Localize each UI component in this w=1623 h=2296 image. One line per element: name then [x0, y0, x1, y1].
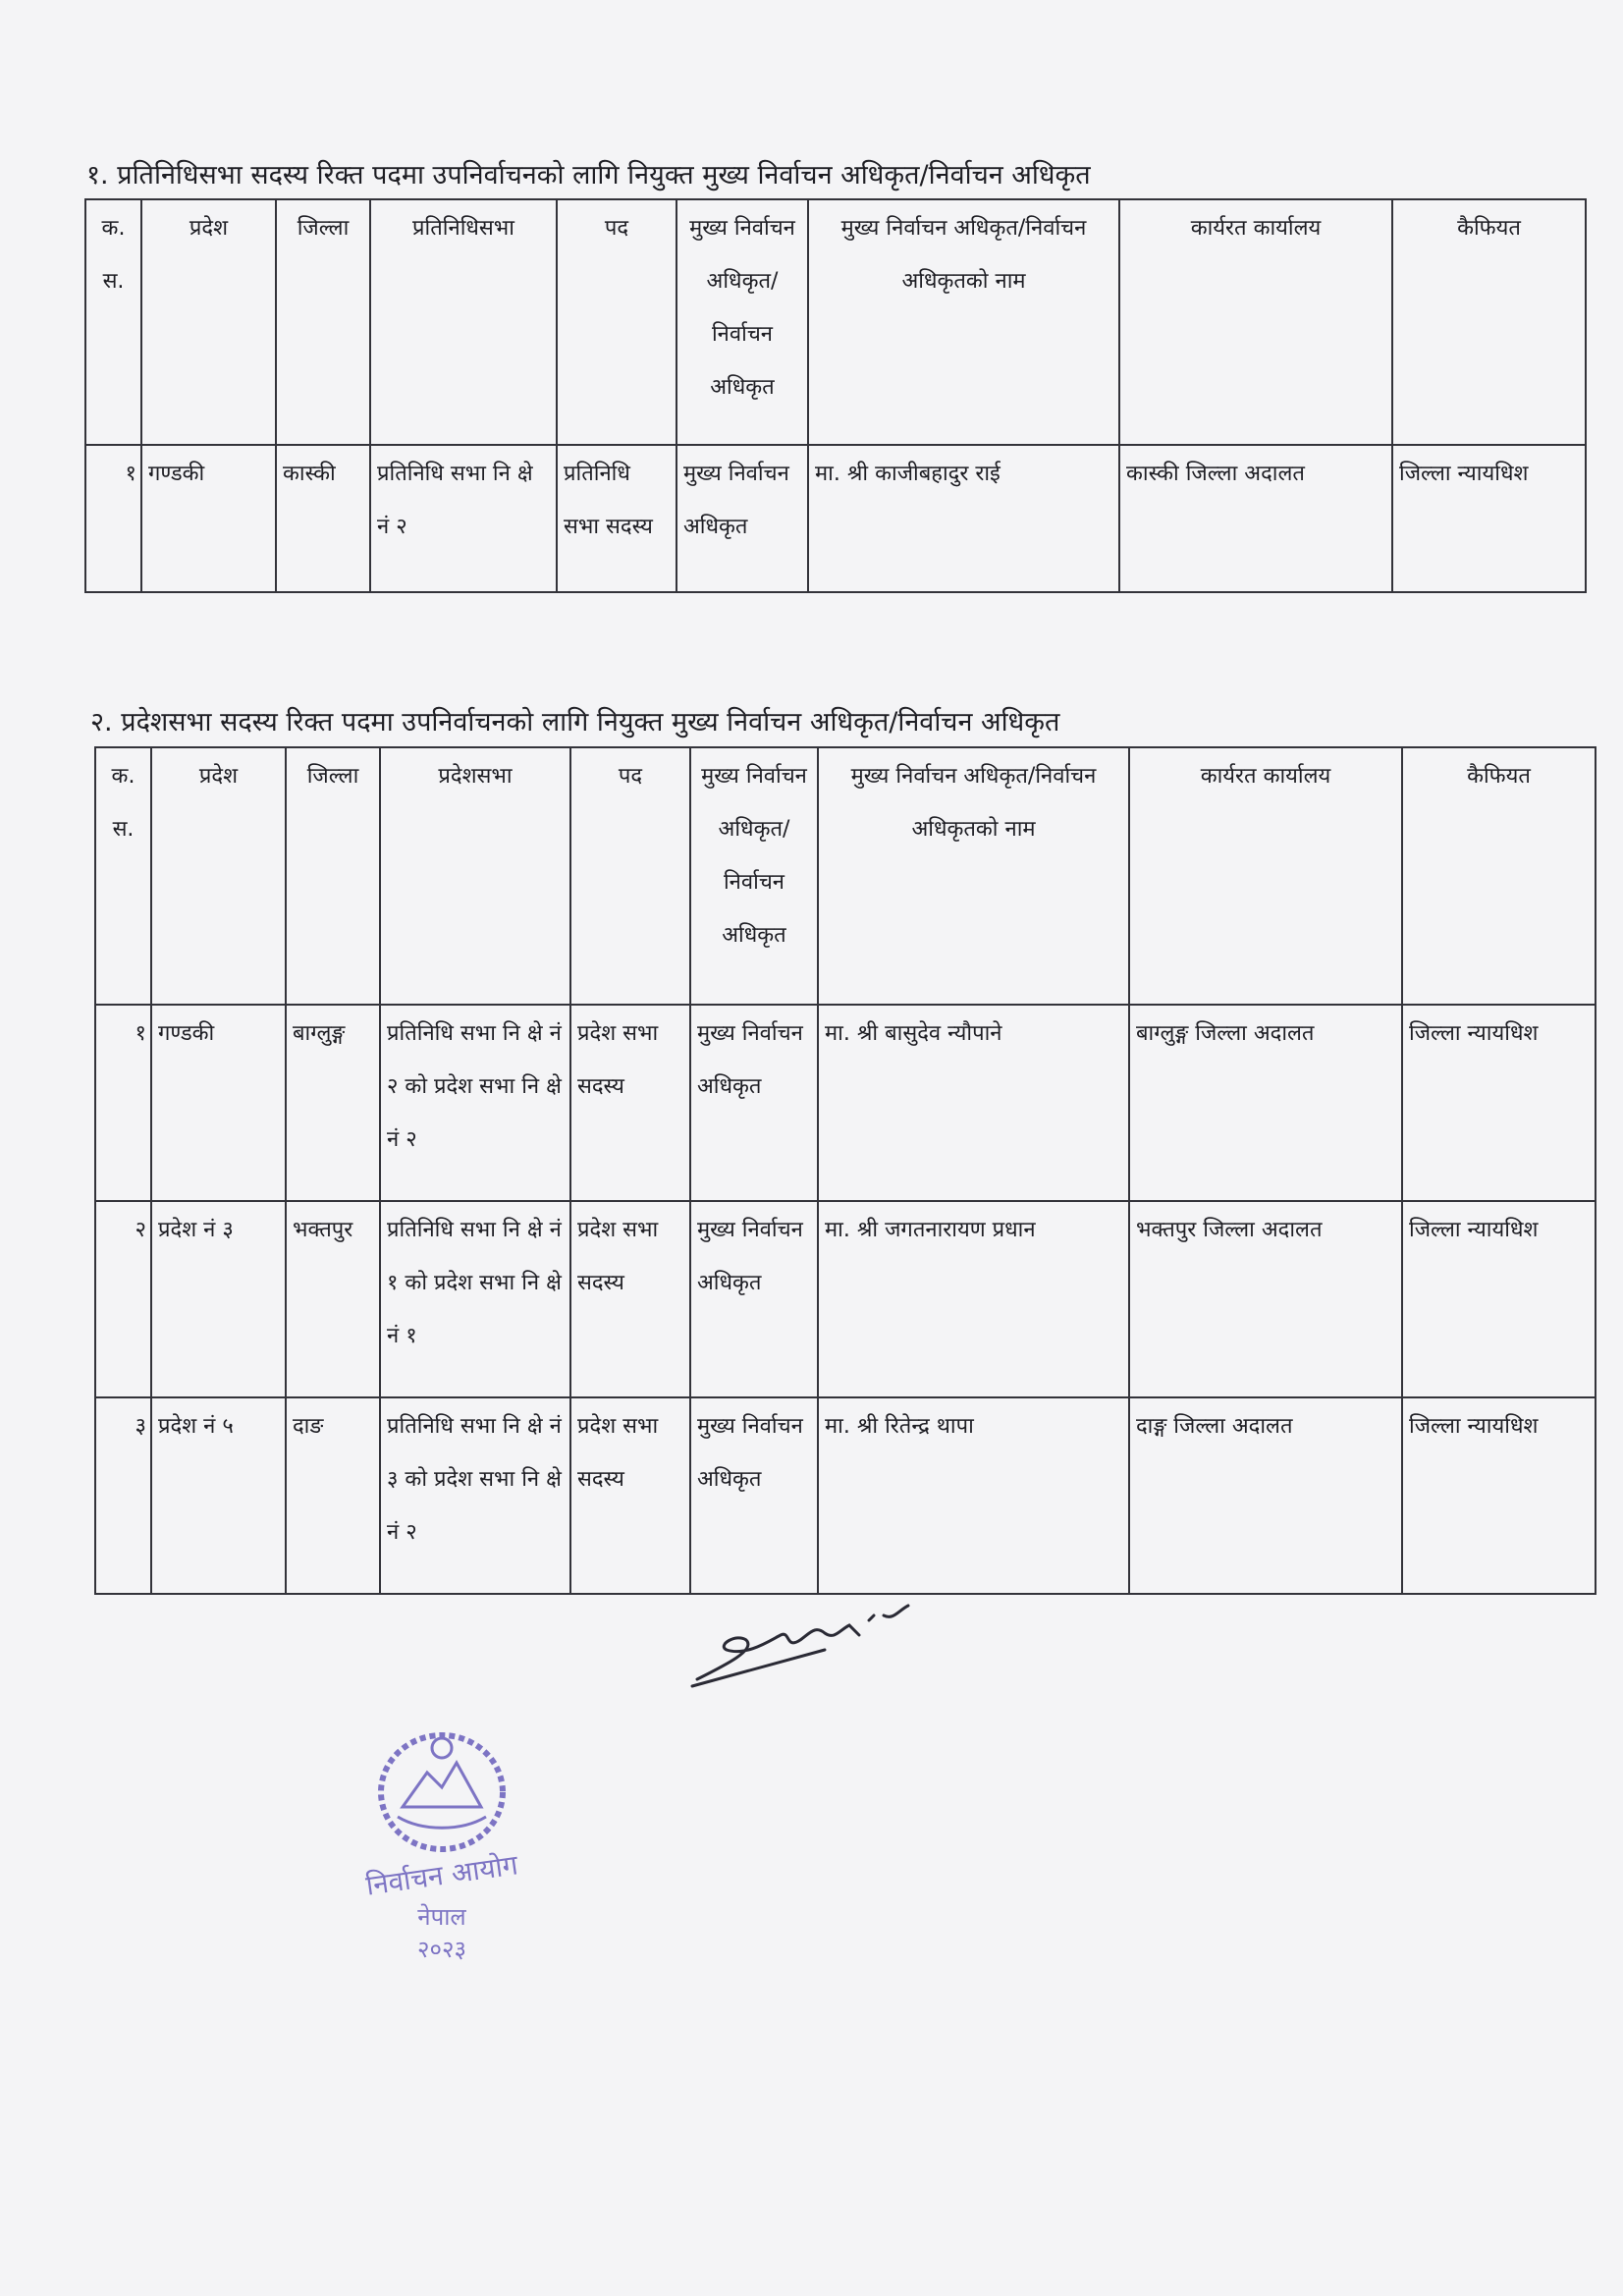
header-constituency: प्रदेशसभा	[380, 747, 570, 1005]
cell-office: दाङ्ग जिल्ला अदालत	[1129, 1397, 1402, 1594]
header-post: पद	[557, 199, 676, 445]
section-1-title: १. प्रतिनिधिसभा सदस्य रिक्त पदमा उपनिर्वाचनको लागि नियुक्त मुख्य निर्वाचन अधिकृत/निर्वाचन अधिकृत	[86, 160, 1091, 191]
table-header-row	[95, 747, 1596, 1005]
signature	[687, 1596, 913, 1689]
header-officer-name: मुख्य निर्वाचन अधिकृत/निर्वाचन अधिकृतको नाम	[808, 199, 1119, 445]
cell-post: प्रतिनिधि सभा सदस्य	[557, 445, 676, 592]
cell-constituency: प्रतिनिधि सभा नि क्षे नं ३ को प्रदेश सभा नि क्षे नं २	[380, 1397, 570, 1594]
cell-remarks: जिल्ला न्यायधिश	[1402, 1005, 1596, 1201]
cell-province: प्रदेश नं ३	[151, 1201, 286, 1397]
cell-officer-type: मुख्य निर्वाचन अधिकृत	[676, 445, 808, 592]
cell-officer-type: मुख्य निर्वाचन अधिकृत	[690, 1201, 818, 1397]
table-row	[95, 1005, 1596, 1201]
cell-serial: १	[95, 1005, 151, 1201]
cell-officer-name: मा. श्री रितेन्द्र थापा	[818, 1397, 1129, 1594]
header-officer-name: मुख्य निर्वाचन अधिकृत/निर्वाचन अधिकृतको नाम	[818, 747, 1129, 1005]
cell-constituency: प्रतिनिधि सभा नि क्षे नं १ को प्रदेश सभा नि क्षे नं १	[380, 1201, 570, 1397]
table-provincial-assembly	[94, 746, 1596, 1595]
header-district: जिल्ला	[276, 199, 370, 445]
cell-office: कास्की जिल्ला अदालत	[1119, 445, 1392, 592]
cell-constituency: प्रतिनिधि सभा नि क्षे नं २	[370, 445, 557, 592]
cell-remarks: जिल्ला न्यायधिश	[1402, 1201, 1596, 1397]
header-province: प्रदेश	[141, 199, 276, 445]
header-post: पद	[570, 747, 690, 1005]
header-office: कार्यरत कार्यालय	[1119, 199, 1392, 445]
header-province: प्रदेश	[151, 747, 286, 1005]
cell-post: प्रदेश सभा सदस्य	[570, 1397, 690, 1594]
cell-office: भक्तपुर जिल्ला अदालत	[1129, 1201, 1402, 1397]
cell-constituency: प्रतिनिधि सभा नि क्षे नं २ को प्रदेश सभा नि क्षे नं २	[380, 1005, 570, 1201]
section-2-title: २. प्रदेशसभा सदस्य रिक्त पदमा उपनिर्वाचनको लागि नियुक्त मुख्य निर्वाचन अधिकृत/निर्वाचन अधिकृत	[90, 707, 1060, 738]
cell-post: प्रदेश सभा सदस्य	[570, 1201, 690, 1397]
cell-office: बाग्लुङ्ग जिल्ला अदालत	[1129, 1005, 1402, 1201]
cell-district: कास्की	[276, 445, 370, 592]
cell-remarks: जिल्ला न्यायधिश	[1402, 1397, 1596, 1594]
cell-province: गण्डकी	[141, 445, 276, 592]
table-representative-assembly	[84, 198, 1587, 593]
header-remarks: कैफियत	[1392, 199, 1586, 445]
cell-province: प्रदेश नं ५	[151, 1397, 286, 1594]
header-remarks: कैफियत	[1402, 747, 1596, 1005]
cell-remarks: जिल्ला न्यायधिश	[1392, 445, 1586, 592]
cell-province: गण्डकी	[151, 1005, 286, 1201]
table-row	[95, 1397, 1596, 1594]
cell-post: प्रदेश सभा सदस्य	[570, 1005, 690, 1201]
header-officer-type: मुख्य निर्वाचन अधिकृत/ निर्वाचन अधिकृत	[690, 747, 818, 1005]
cell-officer-name: मा. श्री बासुदेव न्यौपाने	[818, 1005, 1129, 1201]
seal-text-commission: निर्वाचन आयोग	[363, 1848, 520, 1902]
table-row	[95, 1201, 1596, 1397]
header-office: कार्यरत कार्यालय	[1129, 747, 1402, 1005]
header-officer-type: मुख्य निर्वाचन अधिकृत/ निर्वाचन अधिकृत	[676, 199, 808, 445]
cell-officer-name: मा. श्री काजीबहादुर राई	[808, 445, 1119, 592]
cell-serial: २	[95, 1201, 151, 1397]
cell-serial: ३	[95, 1397, 151, 1594]
cell-district: दाङ	[286, 1397, 380, 1594]
cell-serial: १	[85, 445, 141, 592]
table-row	[85, 445, 1586, 592]
header-constituency: प्रतिनिधिसभा	[370, 199, 557, 445]
header-district: जिल्ला	[286, 747, 380, 1005]
cell-district: बाग्लुङ्ग	[286, 1005, 380, 1201]
header-serial: क. स.	[95, 747, 151, 1005]
table-header-row	[85, 199, 1586, 445]
cell-officer-type: मुख्य निर्वाचन अधिकृत	[690, 1005, 818, 1201]
cell-district: भक्तपुर	[286, 1201, 380, 1397]
seal-emblem-icon	[344, 1719, 540, 1856]
election-commission-seal	[344, 1719, 540, 1984]
header-serial: क. स.	[85, 199, 141, 445]
cell-officer-name: मा. श्री जगतनारायण प्रधान	[818, 1201, 1129, 1397]
seal-text-country: नेपाल	[417, 1903, 466, 1931]
seal-text-year: २०२३	[417, 1936, 466, 1963]
cell-officer-type: मुख्य निर्वाचन अधिकृत	[690, 1397, 818, 1594]
